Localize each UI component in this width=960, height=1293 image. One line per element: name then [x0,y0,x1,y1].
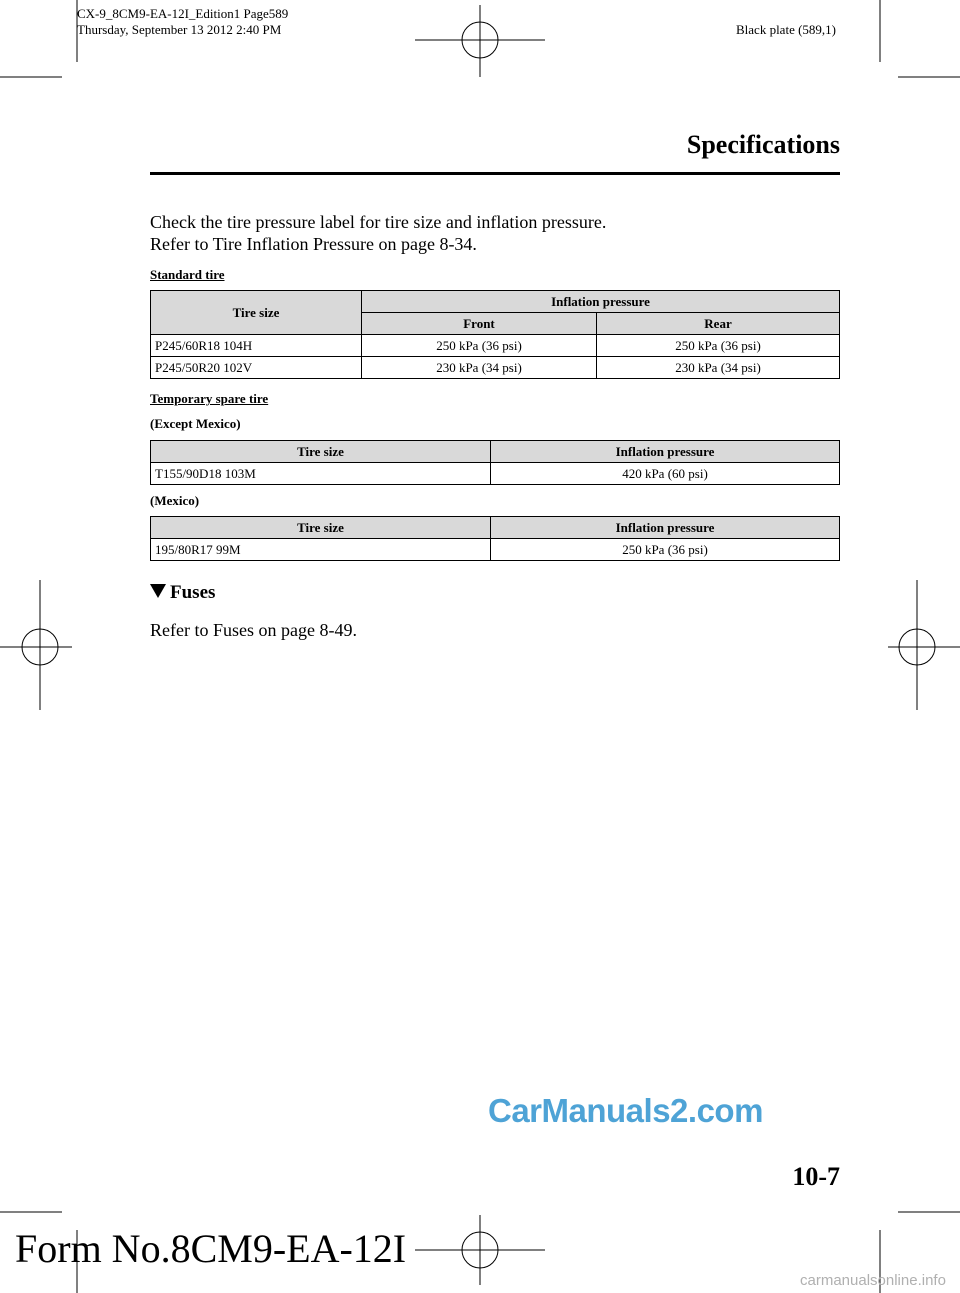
except-mexico-label: (Except Mexico) [150,416,241,431]
rear-pressure-cell: 230 kPa (34 psi) [597,357,840,379]
pressure-cell: 250 kPa (36 psi) [491,539,840,561]
fuses-text: Refer to Fuses on page 8-49. [150,620,357,640]
fuses-heading-text: Fuses [170,582,216,603]
tire-size-cell: P245/50R20 102V [151,357,362,379]
spare-tire-heading: Temporary spare tire [150,391,269,406]
tire-size-cell: 195/80R17 99M [151,539,491,561]
print-meta [77,6,288,38]
watermark-site: carmanualsonline.info [800,1272,946,1289]
col-rear: Rear [597,313,840,335]
fuses-heading [150,582,215,604]
rear-pressure-cell: 250 kPa (36 psi) [597,335,840,357]
spare-tire-mexico-table [150,516,840,561]
triangle-down-icon [150,584,166,598]
tire-size-cell: P245/60R18 104H [151,335,362,357]
col-inflation: Inflation pressure [491,441,840,463]
front-pressure-cell: 230 kPa (34 psi) [362,357,597,379]
col-front: Front [362,313,597,335]
pressure-cell: 420 kPa (60 psi) [491,463,840,485]
watermark-logo: CarManuals2.com [488,1092,763,1129]
col-inflation: Inflation pressure [491,517,840,539]
intro-line1: Check the tire pressure label for tire size and inflation pressure. [150,212,607,232]
print-meta-line1: CX-9_8CM9-EA-12I_Edition1 Page589 [77,6,289,21]
mexico-label: (Mexico) [150,493,200,508]
form-number: Form No.8CM9-EA-12I [15,1226,407,1271]
intro-line2: Refer to Tire Inflation Pressure on page 8-34. [150,234,477,254]
front-pressure-cell: 250 kPa (36 psi) [362,335,597,357]
plate-label: Black plate (589,1) [736,22,836,37]
page-number: 10-7 [792,1162,840,1191]
section-rule [150,172,840,175]
section-title: Specifications [686,130,840,159]
table-row [151,335,840,357]
table-row [151,539,840,561]
table-row [151,463,840,485]
tire-size-cell: T155/90D18 103M [151,463,491,485]
col-tire-size: Tire size [151,441,491,463]
table-row [151,357,840,379]
print-meta-line2: Thursday, September 13 2012 2:40 PM [77,22,282,37]
spare-tire-except-mexico-table [150,440,840,485]
col-inflation: Inflation pressure [362,291,840,313]
standard-tire-heading: Standard tire [150,267,225,282]
col-tire-size: Tire size [151,517,491,539]
col-tire-size: Tire size [151,291,362,335]
standard-tire-table [150,290,840,379]
